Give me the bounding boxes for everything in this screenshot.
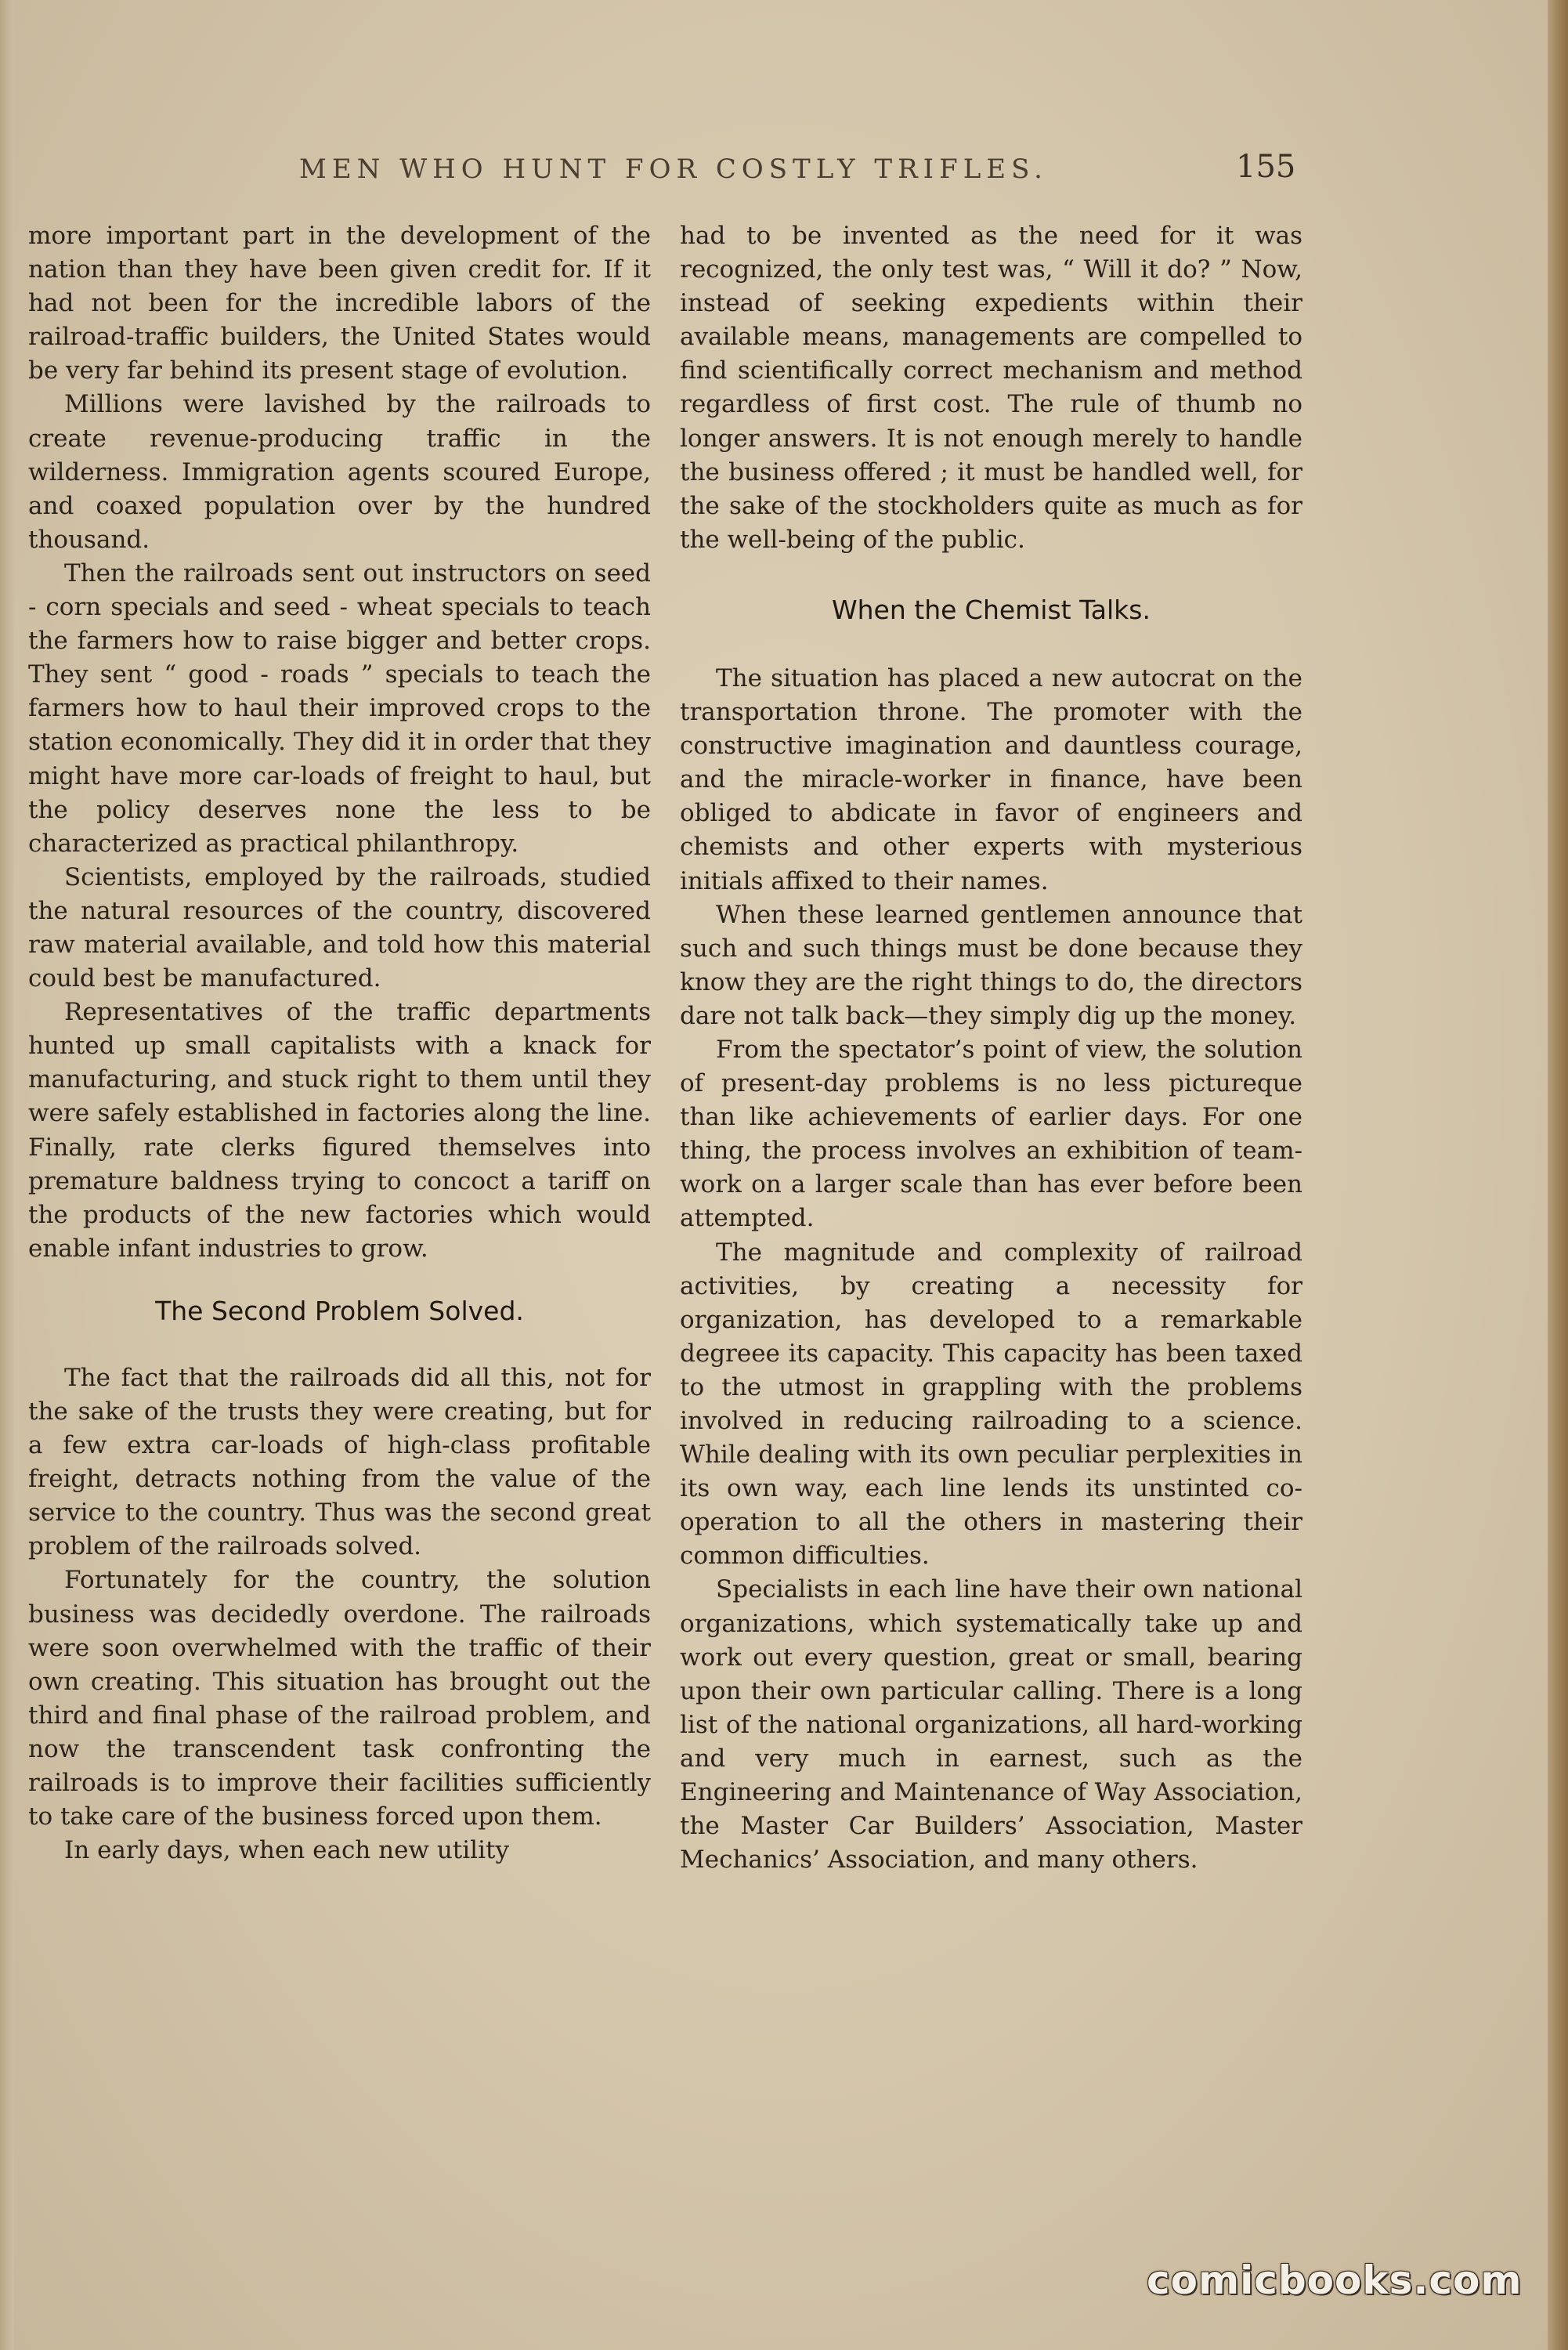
- page-edge-right: [1548, 0, 1568, 2350]
- paragraph: From the spectator’s point of view, the solution of present-day problems is no less pictureque than like achievements of earlier days. For one thing, the process involves an exhibition of team-work on a larger scale than has ever before been attempted.: [680, 1035, 1302, 1233]
- watermark-logo: comicbooks.com: [1147, 2258, 1523, 2303]
- paragraph: Millions were lavished by the railroads to create revenue-producing traffic in the wilderness. Immigration agents scoured Europe, and coaxed population over by the hundred thousand.: [28, 390, 651, 554]
- paragraph: In early days, when each new utility: [64, 1836, 509, 1865]
- running-head: [0, 149, 1568, 193]
- paragraph: The fact that the railroads did all this, not for the sake of the trusts they were creating, but for a few extra car-loads of high-class profitable freight, detracts nothing from the value of the service to the country. Thus was the second great problem of the railroads solved.: [28, 1363, 651, 1561]
- paragraph: more important part in the development of the nation than they have been given credit for. If it had not been for the incredible labors of the railroad-traffic builders, the United States would be very far behind its present stage of evolution.: [28, 222, 651, 385]
- paragraph: When these learned gentlemen announce that such and such things must be done because they know they are the right things to do, the directors dare not talk back—they simply dig up the money.: [680, 900, 1302, 1030]
- right-column: [680, 219, 1302, 1877]
- page-number: 155: [1236, 149, 1296, 185]
- paragraph: had to be invented as the need for it was recognized, the only test was, “ Will it do? ” Now, instead of seeking expedients within their available means, managements are compelled to find scientifically correct mechanism and method regardless of first cost. The rule of thumb no longer answers. It is not enough merely to handle the business offered ; it must be handled well, for the sake of the stockholders quite as much as for the well-being of the public.: [680, 222, 1302, 554]
- paragraph: The situation has placed a new autocrat on the transportation throne. The promoter with the constructive imagination and dauntless courage, and the miracle-worker in finance, have been obliged to abdicate in favor of engineers and chemists and other experts with mysterious initials affixed to their names.: [680, 663, 1302, 895]
- section-heading: The Second Problem Solved.: [155, 1295, 524, 1326]
- paragraph: Representatives of the traffic departments hunted up small capitalists with a knack for manufacturing, and stuck right to them until they were safely established in factories along the line. Finally, rate clerks figured themselves into premature baldness trying to concoct a tariff on the products of the new factories which would enable infant industries to grow.: [28, 998, 651, 1263]
- page-edge-left: [0, 0, 14, 2350]
- running-title: MEN WHO HUNT FOR COSTLY TRIFLES.: [299, 154, 1048, 185]
- paragraph: Specialists in each line have their own national organizations, which systematically take up and work out every question, great or small, bearing upon their own particular calling. There is a long list of the national organizations, all hard-working and very much in earnest, such as the Engineering and Maintenance of Way Association, the Master Car Builders’ Association, Master Mechanics’ Association, and many others.: [680, 1575, 1302, 1875]
- paragraph: The magnitude and complexity of railroad activities, by creating a necessity for organization, has developed to a remarkable degreee its capacity. This capacity has been taxed to the utmost in grappling with the problems involved in reducing railroading to a science. While dealing with its own peculiar perplexities in its own way, each line lends its unstinted co-operation to all the others in mastering their common difficulties.: [680, 1238, 1302, 1571]
- paragraph: Scientists, employed by the railroads, studied the natural resources of the country, discovered raw material available, and told how this material could best be manufactured.: [28, 862, 651, 993]
- paragraph: Then the railroads sent out instructors on seed - corn specials and seed - wheat specials to teach the farmers how to raise bigger and better crops. They sent “ good - roads ” specials to teach the farmers how to haul their improved crops to the station economically. They did it in order that they might have more car-loads of freight to haul, but the policy deserves none the less to be characterized as practical philanthropy.: [28, 559, 651, 858]
- left-column: [28, 219, 651, 1867]
- section-heading: When the Chemist Talks.: [832, 594, 1151, 625]
- paragraph: Fortunately for the country, the solution business was decidedly overdone. The railroads were soon overwhelmed with the traffic of their own creating. This situation has brought out the third and final phase of the railroad problem, and now the transcendent task confronting the railroads is to improve their facilities sufficiently to take care of the business forced upon them.: [28, 1566, 651, 1831]
